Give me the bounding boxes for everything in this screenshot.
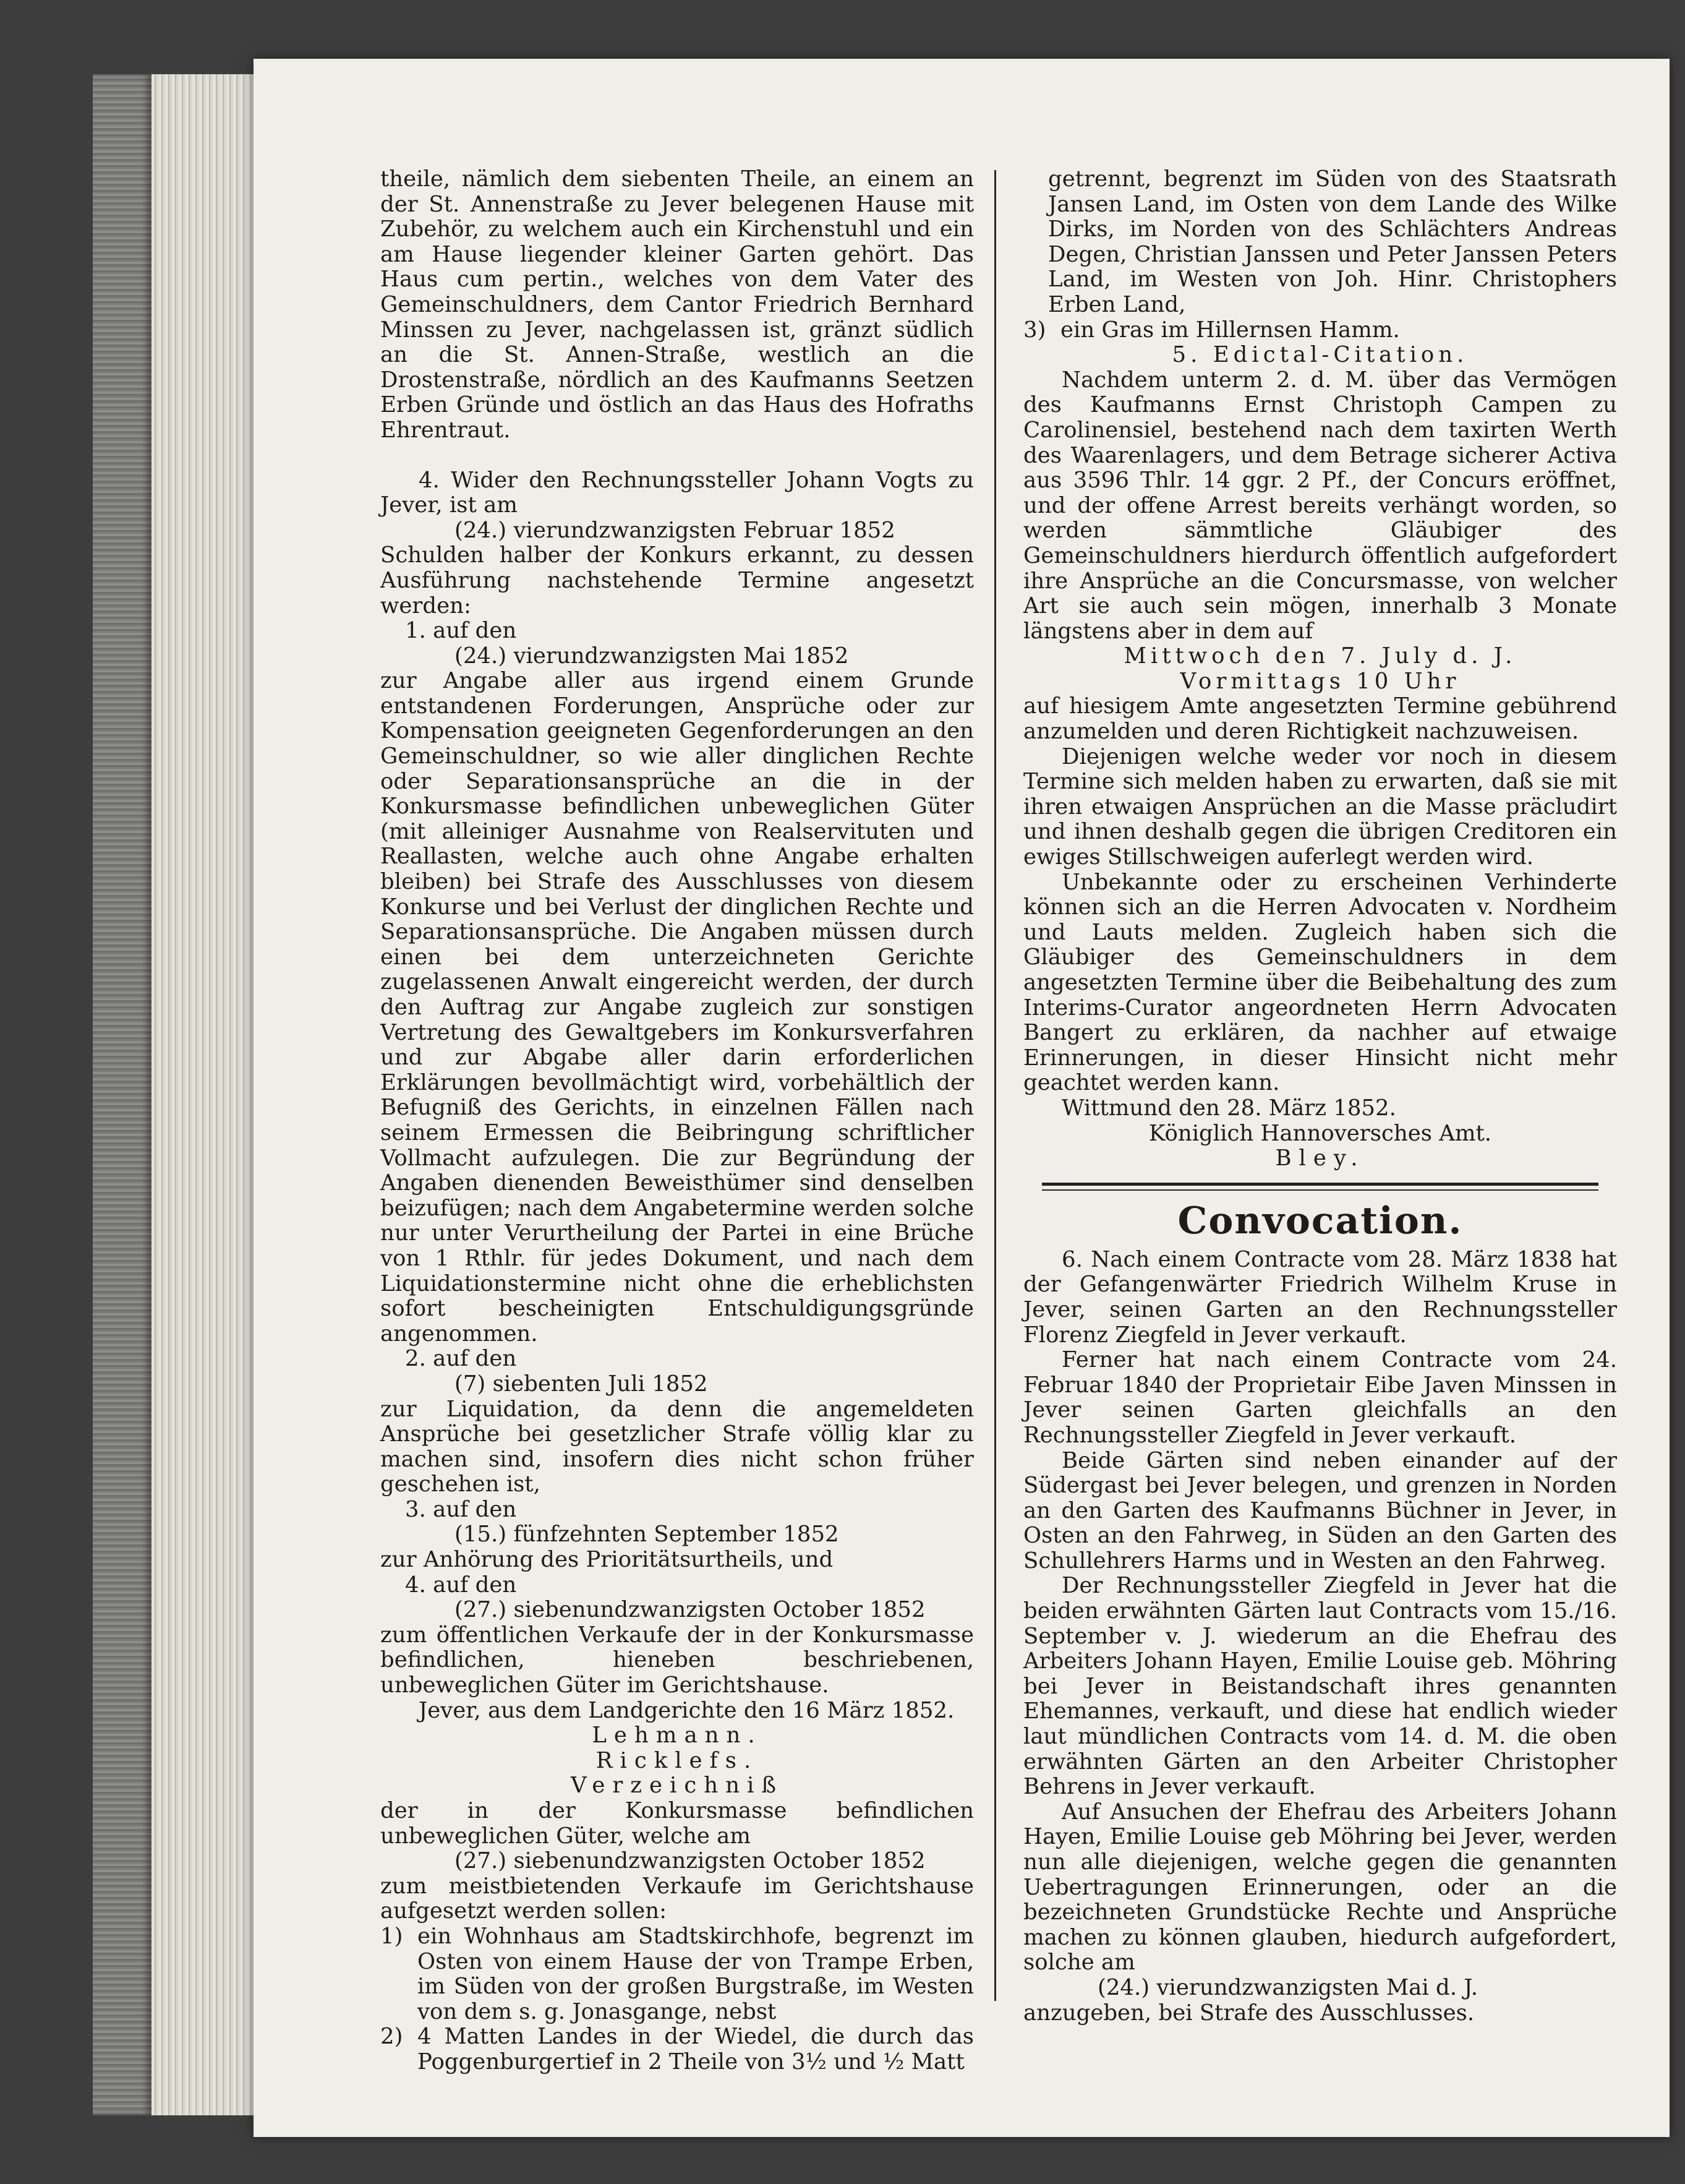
book-binding (93, 74, 151, 2115)
signature-line: Bley. (1275, 1146, 1365, 1171)
section-rule (1042, 1189, 1598, 1191)
list-item (380, 2024, 974, 2075)
signature-line: Ricklefs. (595, 1747, 759, 1773)
paragraph: Königlich Hannoversches Amt. (1148, 1120, 1492, 1146)
date-line: (27.) siebenundzwanzigsten October 1852 (454, 1848, 926, 1874)
paragraph: zur Anhörung des Prioritätsurtheils, und (380, 1547, 834, 1573)
paragraph: zur Liquidation, da denn die angemeldeten Ansprüche bei gesetzlicher Strafe völlig klar zu machen sind, insofern dies nicht schon früher geschehen ist, (380, 1396, 974, 1497)
paragraph: Unbekannte oder zu erscheinen Verhinderte können sich an die Herren Advocaten v. Nordheim und Lauts melden. Zugleich haben sich die Gläubiger des Gemeinschuldners in dem angesetzten Termine über die Beibehaltung des zum Interims-Curator angeordneten Herrn Advocaten Bangert zu erklären, da nachher auf etwaige Erinnerungen, in dieser Hinsicht nicht mehr geachtet werden kann. (1023, 869, 1617, 1096)
signature-line: Lehmann. (592, 1723, 762, 1749)
section-rule (1042, 1183, 1598, 1186)
paragraph: Auf Ansuchen der Ehefrau des Arbeiters Johann Hayen, Emilie Louise geb Möhring bei Jever, werden nun alle diejenigen, welche gegen die genannten Uebertragungen Erinnerungen, oder an die bezeichneten Grundstücke Rechte und Ansprüche machen zu können glauben, hiedurch aufgefordert, solche am (1023, 1799, 1617, 1976)
item-text: ein Wohnhaus am Stadtskirchhofe, begrenzt im Osten von einem Hause der von Trampe Erben, im Süden von der großen Burgstraße, im Westen von dem s. g. Jonasgange, nebst (417, 1923, 974, 2024)
section-heading: 5. Edictal-Citation. (1172, 342, 1469, 368)
paragraph: 1. auf den (405, 618, 517, 644)
paragraph: 4. auf den (405, 1572, 517, 1598)
list-item (1023, 318, 1617, 343)
paragraph: Diejenigen welche weder vor noch in diesem Termine sich melden haben zu erwarten, daß sie mit ihren etwaigen Ansprüchen an die Masse präcludirt und ihnen deshalb gegen die übrigen Creditoren ein ewiges Stillschweigen auferlegt werden wird. (1023, 743, 1617, 870)
item-text: 4 Matten Landes in der Wiedel, die durch das Poggenburgertief in 2 Theile von 3½ und ½ Matt (417, 2024, 974, 2075)
section-heading: Mittwoch den 7. July d. J. (1124, 643, 1517, 669)
item-text: ein Gras im Hillernsen Hamm. (1060, 317, 1400, 343)
date-line: (24.) vierundzwanzigsten Mai d. J. (1098, 1974, 1478, 2000)
paragraph: Nachdem unterm 2. d. M. über das Vermögen des Kaufmanns Ernst Christoph Campen zu Carolinensiel, bestehend nach dem taxirten Werth des Waarenlagers, und dem Betrage sicherer Activa aus 3596 Thlr. 14 ggr. 2 Pf., der Concurs eröffnet, und der offene Arrest bereits verhängt worden, so werden sämmtliche Gläubiger des Gemeinschuldners hierdurch öffentlich aufgefordert ihre Ansprüche an die Concursmasse, von welcher Art sie auch sein mögen, innerhalb 3 Monate längstens aber in dem auf (1023, 367, 1617, 644)
column-divider (994, 170, 996, 2001)
item-number: 3) (1023, 317, 1046, 343)
paragraph: Der Rechnungssteller Ziegfeld in Jever hat die beiden erwähnten Gärten laut Contracts vom 15./16. September v. J. wiederum an die Ehefrau des Arbeiters Johann Hayen, Emilie Louise geb. Möhring bei Jever in Beistandschaft ihres genannten Ehemannes, verkauft, und diese hat endlich wieder laut mündlichen Contracts vom 14. d. M. die oben erwähnten Gärten an den Arbeiter Christopher Behrens in Jever verkauft. (1023, 1573, 1617, 1800)
page-edges (151, 74, 260, 2115)
section-heading: Vormittags 10 Uhr (1180, 668, 1461, 694)
date-line: (7) siebenten Juli 1852 (454, 1371, 708, 1397)
paragraph: zum öffentlichen Verkaufe der in der Konkursmasse befindlichen, hieneben beschriebenen, unbeweglichen Güter im Gerichtshause. (380, 1622, 974, 1698)
paragraph: anzugeben, bei Strafe des Ausschlusses. (1023, 2000, 1475, 2026)
paragraph: Ferner hat nach einem Contracte vom 24. Februar 1840 der Proprietair Eibe Javen Minssen in Jever seinen Garten gleichfalls an den Rechnungssteller Ziegfeld in Jever verkauft. (1023, 1347, 1617, 1448)
paragraph: der in der Konkursmasse befindlichen unbeweglichen Güter, welche am (380, 1798, 974, 1849)
paragraph: Schulden halber der Konkurs erkannt, zu dessen Ausführung nachstehende Termine angesetzt werden: (380, 542, 974, 619)
paragraph: 3. auf den (405, 1496, 517, 1522)
paragraph: zur Angabe aller aus irgend einem Grunde entstandenen Forderungen, Ansprüche oder zur Kompensation geeigneten Gegenforderungen an den Gemeinschuldner, so wie aller dinglichen Rechte oder Separationsansprüche an die in der Konkursmasse befindlichen unbeweglichen Güter (mit alleiniger Ausnahme von Realservituten und Reallasten, welche auch ohne Angabe erhalten bleiben) bei Strafe des Ausschlusses von diesem Konkurse und bei Verlust der dinglichen Rechte und Separationsansprüche. Die Angaben müssen durch einen bei dem unterzeichneten Gerichte zugelassenen Anwalt eingereicht werden, der durch den Auftrag zur Angabe zugleich zur sonstigen Vertretung des Gewaltgebers im Konkursverfahren und zur Abgabe aller darin erforderlichen Erklärungen bevollmächtigt wird, vorbehältlich der Befugniß des Gerichts, in einzelnen Fällen nach seinem Ermessen die Beibringung schriftlicher Vollmacht aufzulegen. Die zur Begründung der Angaben dienenden Beweisthümer sind denselben beizufügen; nach dem Angabetermine werden solche nur unter Verurtheilung der Partei in eine Brüche von 1 Rthlr. für jedes Dokument, und nach dem Liquidationstermine nicht ohne die erheblichsten sofort bescheinigten Entschuldigungsgründe angenommen. (380, 668, 974, 1347)
spacer (380, 443, 974, 468)
paragraph: Beide Gärten sind neben einander auf der Südergast bei Jever belegen, und grenzen in Norden an den Garten des Kaufmanns Büchner in Jever, in Osten an den Fahrweg, in Süden an den Garten des Schullehrers Harms und in Westen an den Fahrweg. (1023, 1447, 1617, 1574)
section-heading: Convocation. (1177, 1199, 1463, 1243)
paragraph: 4. Wider den Rechnungssteller Johann Vogts zu Jever, ist am (380, 467, 974, 518)
right-column (1023, 167, 1617, 2026)
date-line: (27.) siebenundzwanzigsten October 1852 (454, 1597, 926, 1623)
paragraph: zum meistbietenden Verkaufe im Gerichtshause aufgesetzt werden sollen: (380, 1873, 974, 1924)
paragraph: theile, nämlich dem siebenten Theile, an einem an der St. Annenstraße zu Jever belegenen Hause mit Zubehör, zu welchem auch ein Kirchenstuhl und ein am Hause liegender kleiner Garten gehört. Das Haus cum pertin., welches von dem Vater des Gemeinschuldners, dem Cantor Friedrich Bernhard Minssen zu Jever, nachgelassen ist, gränzt südlich an die St. Annen-Straße, westlich an die Drostenstraße, nördlich an des Kaufmanns Seetzen Erben Gründe und östlich an das Haus des Hofraths Ehrentraut. (380, 166, 974, 443)
item-number: 1) (380, 1923, 403, 1949)
date-line: (24.) vierundzwanzigsten Februar 1852 (454, 517, 895, 543)
book-page (254, 59, 1670, 2137)
date-line: (15.) fünfzehnten September 1852 (454, 1522, 839, 1548)
list-item (380, 1924, 974, 2024)
paragraph: Jever, aus dem Landgerichte den 16 März 1852. (419, 1697, 955, 1723)
paragraph: auf hiesigem Amte angesetzten Termine gebührend anzumelden und deren Richtigkeit nachzuweisen. (1023, 693, 1617, 745)
signature-line: Verzeichniß (570, 1773, 784, 1799)
date-line: (24.) vierundzwanzigsten Mai 1852 (454, 643, 849, 669)
paragraph: Wittmund den 28. März 1852. (1062, 1095, 1396, 1121)
paragraph: getrennt, begrenzt im Süden von des Staatsrath Jansen Land, im Osten von dem Lande des Wilke Dirks, im Norden von des Schlächters Andreas Degen, Christian Janssen und Peter Janssen Peters Land, im Westen von Joh. Hinr. Christophers Erben Land, (1048, 166, 1617, 317)
paragraph: 6. Nach einem Contracte vom 28. März 1838 hat der Gefangenwärter Friedrich Wilhelm Kruse in Jever, seinen Garten an den Rechnungssteller Florenz Ziegfeld in Jever verkauft. (1023, 1246, 1617, 1348)
left-column (380, 167, 974, 2075)
item-number: 2) (380, 2024, 403, 2050)
paragraph: 2. auf den (405, 1346, 517, 1372)
